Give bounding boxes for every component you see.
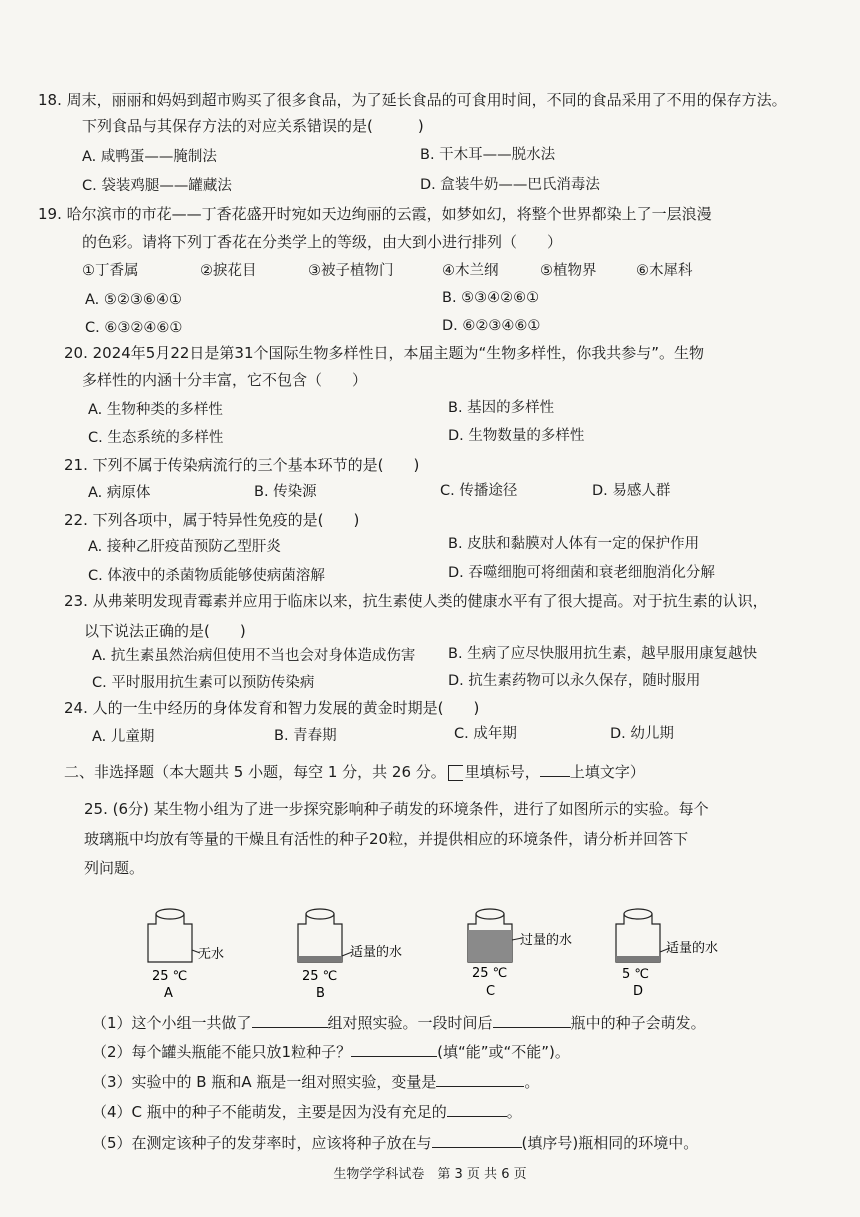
q18-option-b: B. 干木耳——脱水法	[420, 147, 556, 163]
q19-stem-line2: 的色彩。请将下列丁香花在分类学上的等级，由大到小进行排列（ ）	[82, 233, 563, 251]
q19-option-d: D. ⑥②③④⑥①	[442, 318, 541, 334]
section2-heading	[64, 762, 645, 782]
q19-item-4: ④木兰纲	[442, 263, 499, 279]
q23-stem-line2: 以下说法正确的是( )	[84, 622, 246, 640]
q25-sub4-text-a: （4）C 瓶中的种子不能萌发，主要是因为没有充足的	[92, 1103, 447, 1121]
jar-c-temp: 25 ℃	[472, 966, 508, 981]
q19-item-5: ⑤植物界	[540, 263, 597, 279]
q25-sub1-text-b: 组对照实验。一段时间后	[327, 1014, 493, 1032]
q24-option-a: A. 儿童期	[92, 729, 155, 745]
q22-option-a: A. 接种乙肝疫苗预防乙型肝炎	[88, 539, 281, 555]
q22-stem: 22. 下列各项中，属于特异性免疫的是( )	[64, 511, 360, 529]
q25-sub3	[92, 1072, 539, 1092]
jar-c	[468, 909, 572, 999]
q19-item-3: ③被子植物门	[308, 263, 394, 279]
q25-sub1-text-c: 瓶中的种子会萌发。	[570, 1014, 706, 1032]
q20-option-c: C. 生态系统的多样性	[88, 430, 224, 446]
q25-sub2-text-a: （2）每个罐头瓶能不能只放1粒种子？	[92, 1043, 352, 1061]
jar-a	[148, 909, 224, 1001]
q23-option-a: A. 抗生素虽然治病但使用不当也会对身体造成伤害	[92, 648, 416, 664]
bracket-symbol	[448, 765, 463, 781]
q20-stem-line2: 多样性的内涵十分丰富，它不包含（ ）	[82, 371, 368, 389]
q25-sub5-text-b: (填序号)瓶相同的环境中。	[521, 1134, 699, 1152]
q25-sub4	[92, 1102, 522, 1122]
q21-option-c: C. 传播途径	[440, 483, 518, 499]
q23-option-d: D. 抗生素药物可以永久保存，随时服用	[448, 673, 701, 689]
q21-stem: 21. 下列不属于传染病流行的三个基本环节的是( )	[64, 456, 420, 474]
jar-c-id: C	[486, 984, 496, 999]
q25-stem-line2: 玻璃瓶中均放有等量的干燥且有活性的种子20粒，并提供相应的环境条件，请分析并回答下	[84, 830, 689, 848]
q24-option-c: C. 成年期	[454, 726, 517, 742]
q20-option-b: B. 基因的多样性	[448, 400, 555, 416]
q21-option-b: B. 传染源	[254, 484, 317, 500]
q23-option-c: C. 平时服用抗生素可以预防传染病	[92, 675, 315, 691]
q25-sub3-text-b: 。	[524, 1073, 540, 1091]
jar-c-label: 过量的水	[520, 933, 573, 948]
q20-option-a: A. 生物种类的多样性	[88, 402, 223, 418]
q19-option-b: B. ⑤③④②⑥①	[442, 290, 540, 306]
q18-option-c: C. 袋装鸡腿——罐藏法	[82, 178, 232, 194]
q19-item-6: ⑥木犀科	[636, 263, 693, 279]
q25-sub2-text-b: (填“能”或“不能”)。	[437, 1043, 570, 1061]
jar-d-id: D	[633, 984, 644, 999]
q22-option-c: C. 体液中的杀菌物质能够使病菌溶解	[88, 568, 325, 584]
q20-stem-line1: 20. 2024年5月22日是第31个国际生物多样性日，本届主题为“生物多样性，你我共参与”。生物	[64, 344, 705, 362]
page-footer: 生物学学科试卷 第 3 页 共 6 页	[333, 1167, 527, 1182]
section2-bracket-text: 里填标号，	[464, 763, 540, 781]
q20-option-d: D. 生物数量的多样性	[448, 428, 585, 444]
jar-d	[616, 909, 718, 999]
jar-d-label: 适量的水	[666, 941, 719, 956]
jar-d-temp: 5 ℃	[622, 967, 650, 982]
q19-stem-line1: 19. 哈尔滨市的市花——丁香花盛开时宛如天边绚丽的云霞，如梦如幻，将整个世界都染上了一层浪漫	[38, 205, 712, 223]
q24-stem: 24. 人的一生中经历的身体发育和智力发展的黄金时期是( )	[64, 699, 480, 717]
jar-b	[298, 909, 402, 1001]
jar-b-label: 适量的水	[350, 945, 403, 960]
q18-option-a: A. 咸鸭蛋——腌制法	[82, 149, 217, 165]
q25-experiment-figure	[130, 900, 730, 1005]
q24-option-d: D. 幼儿期	[610, 726, 674, 742]
q25-sub4-blank[interactable]	[447, 1102, 507, 1117]
jar-a-id: A	[164, 986, 173, 1001]
jar-b-temp: 25 ℃	[302, 969, 338, 984]
q25-sub4-text-b: 。	[506, 1103, 522, 1121]
jar-b-id: B	[316, 986, 325, 1001]
section2-tail-text: 上填文字）	[569, 763, 645, 781]
q22-option-b: B. 皮肤和黏膜对人体有一定的保护作用	[448, 536, 700, 552]
q18-stem-line2: 下列食品与其保存方法的对应关系错误的是( )	[82, 117, 424, 135]
q18-stem-line1: 18. 周末，丽丽和妈妈到超市购买了很多食品，为了延长食品的可食用时间，不同的食品采用了不用的保存方法。	[38, 91, 787, 109]
section2-blank-sample	[540, 762, 570, 777]
section2-heading-text: 二、非选择题（本大题共 5 小题，每空 1 分，共 26 分。	[64, 763, 446, 781]
q25-sub1-blank-1[interactable]	[252, 1013, 328, 1028]
q21-option-a: A. 病原体	[88, 485, 151, 501]
q21-option-d: D. 易感人群	[592, 483, 671, 499]
q25-sub1-blank-2[interactable]	[493, 1013, 571, 1028]
jar-a-temp: 25 ℃	[152, 969, 188, 984]
q19-item-2: ②捩花目	[200, 263, 257, 279]
q25-sub3-text-a: （3）实验中的 B 瓶和A 瓶是一组对照实验，变量是	[92, 1073, 437, 1091]
q22-option-d: D. 吞噬细胞可将细菌和衰老细胞消化分解	[448, 565, 715, 581]
q25-sub1-text-a: （1）这个小组一共做了	[92, 1014, 252, 1032]
q19-option-a: A. ⑤②③⑥④①	[85, 292, 182, 308]
q25-sub5	[92, 1133, 698, 1153]
q25-stem-line1: 25. (6分) 某生物小组为了进一步探究影响种子萌发的环境条件，进行了如图所示的实验。每个	[84, 800, 709, 818]
q23-option-b: B. 生病了应尽快服用抗生素，越早服用康复越快	[448, 646, 758, 662]
q18-option-d: D. 盒装牛奶——巴氏消毒法	[420, 177, 600, 193]
q23-stem-line1: 23. 从弗莱明发现青霉素并应用于临床以来，抗生素使人类的健康水平有了很大提高。对于抗生素的认识，	[64, 592, 768, 610]
q25-sub2-blank[interactable]	[351, 1042, 437, 1057]
q25-sub5-text-a: （5）在测定该种子的发芽率时，应该将种子放在与	[92, 1134, 432, 1152]
jar-a-label: 无水	[198, 947, 225, 962]
q25-sub1	[92, 1013, 706, 1033]
q25-sub3-blank[interactable]	[436, 1072, 524, 1087]
q24-option-b: B. 青春期	[274, 728, 337, 744]
q25-sub2	[92, 1042, 570, 1062]
q25-sub5-blank[interactable]	[432, 1133, 522, 1148]
q19-item-1: ①丁香属	[82, 263, 139, 279]
q19-option-c: C. ⑥③②④⑥①	[85, 320, 183, 336]
q25-stem-line3: 列问题。	[84, 859, 145, 877]
